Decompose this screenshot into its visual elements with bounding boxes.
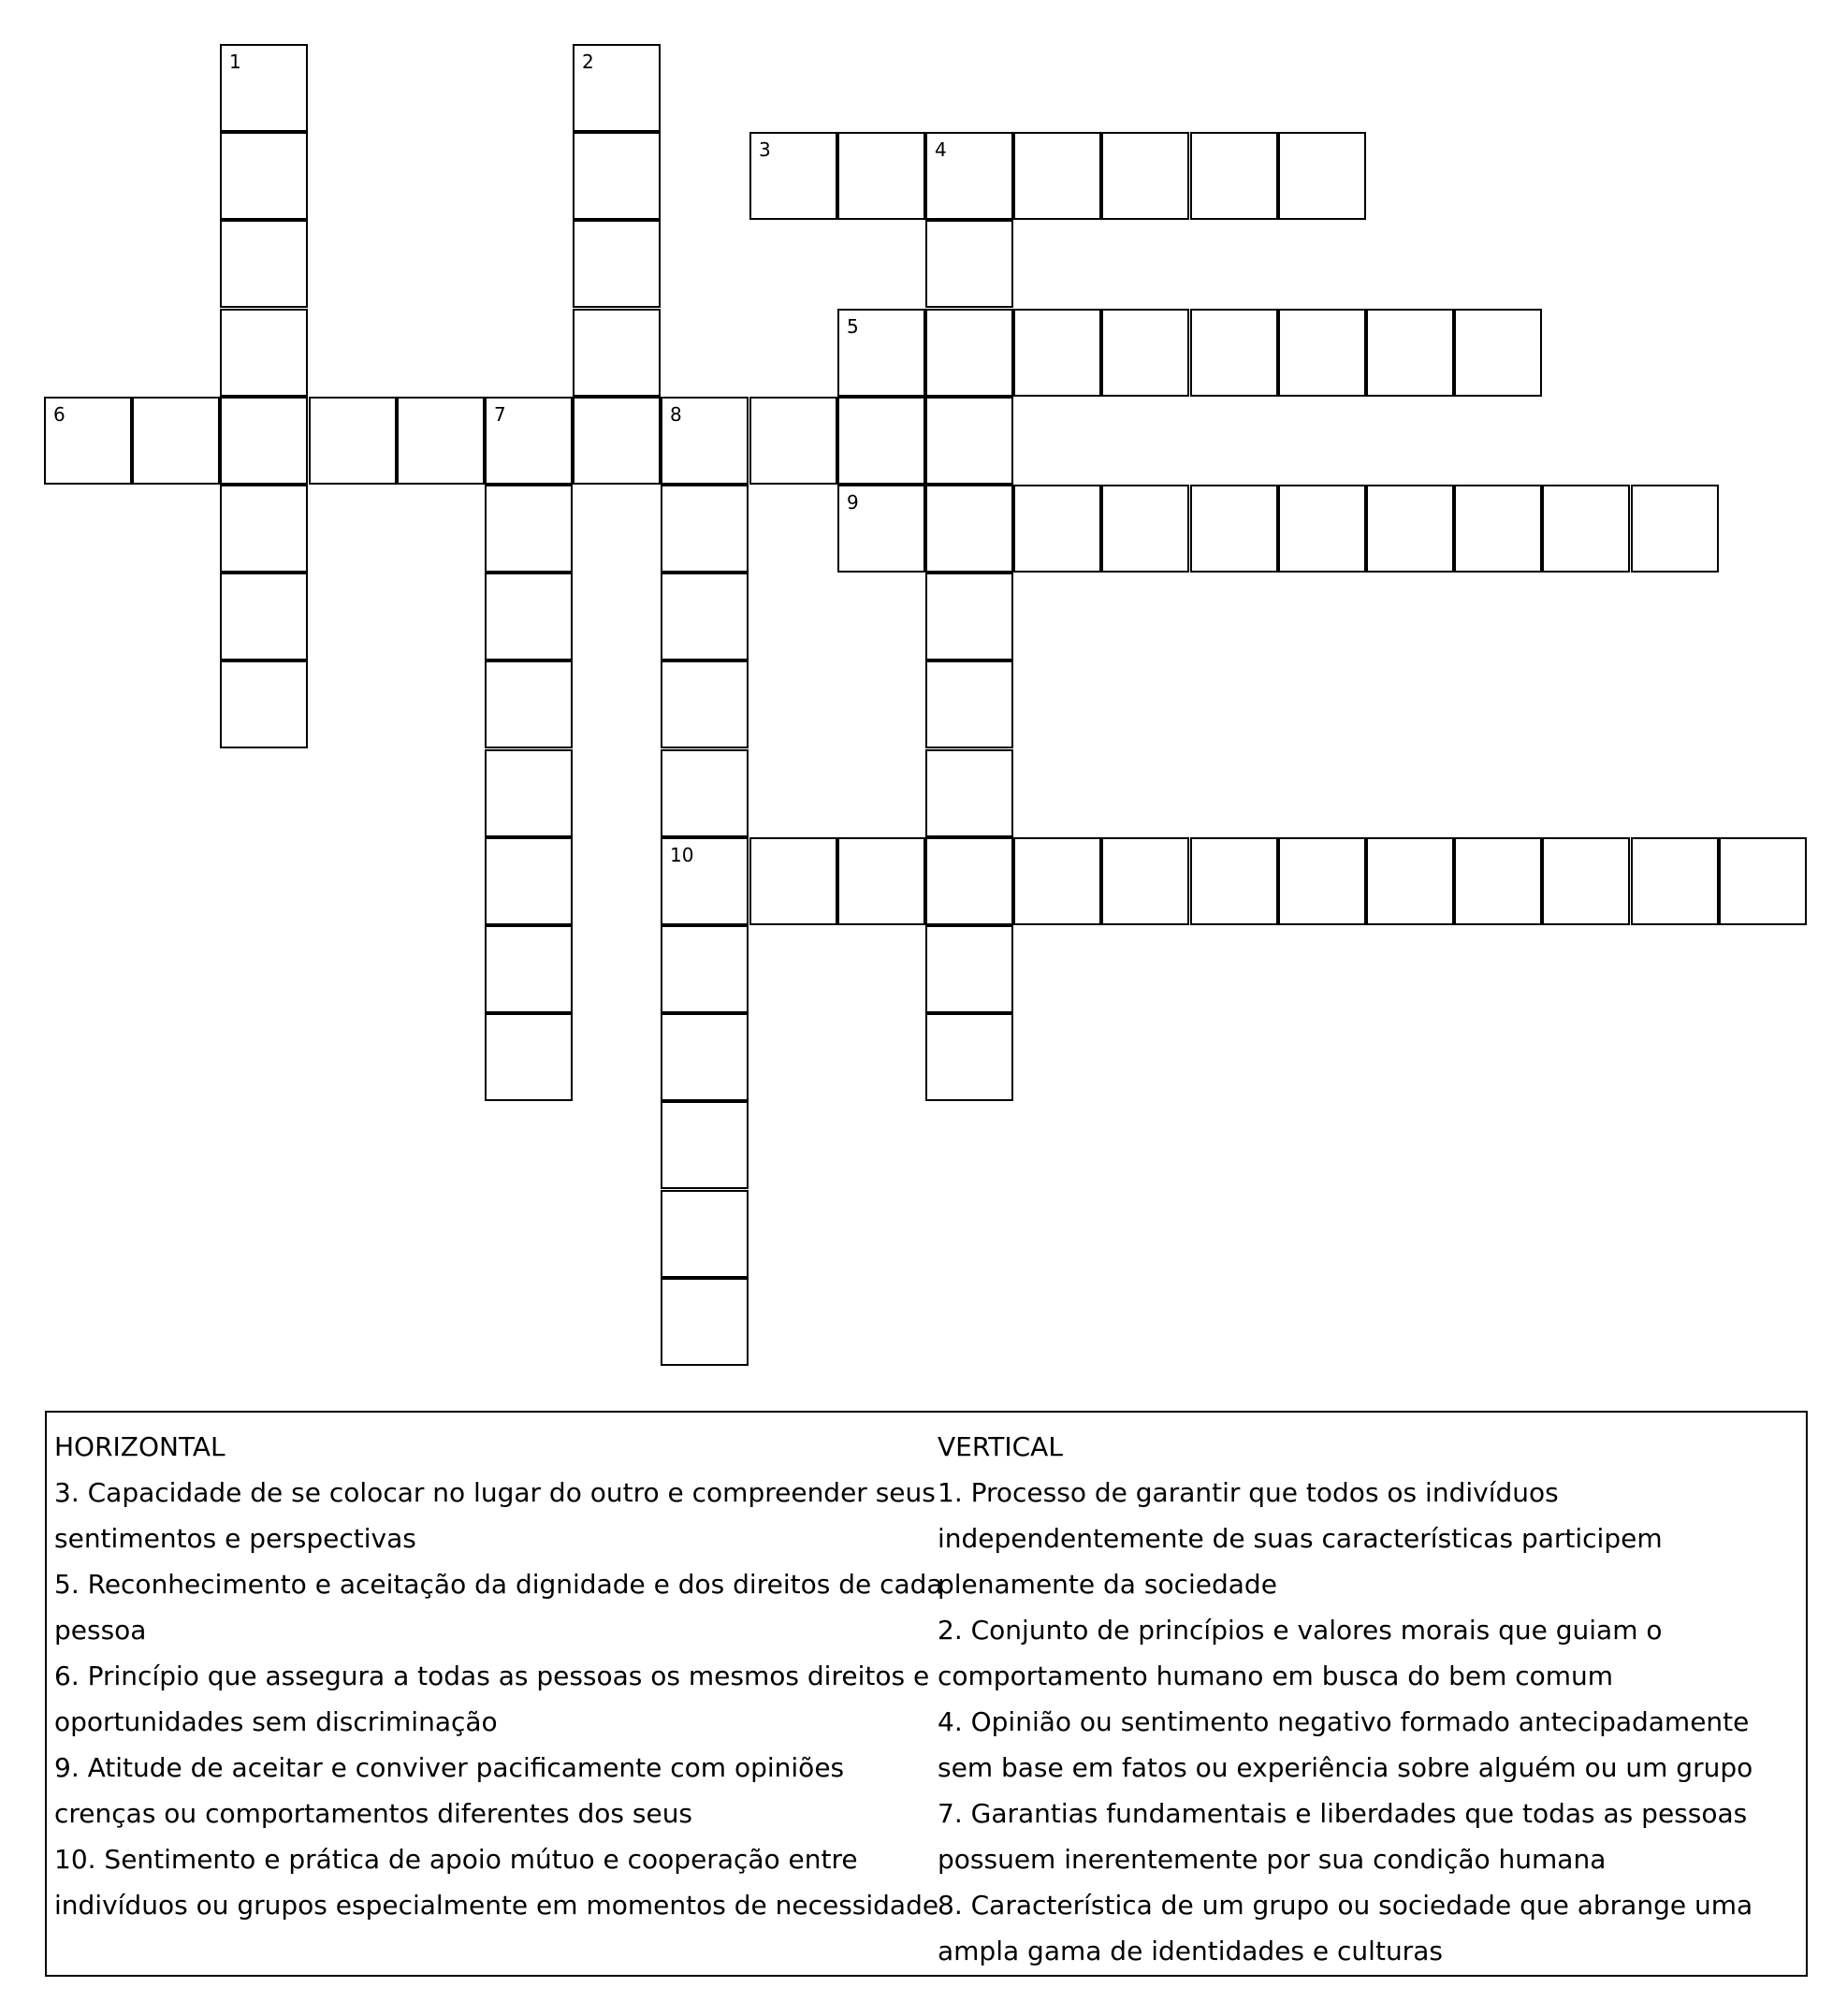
clue-across-10: 10. Sentimento e prática de apoio mútuo e cooperação entre indivíduos ou grupos especialmente em momentos de necessidade (54, 1844, 939, 1921)
clue-number: 1 (229, 51, 241, 73)
grid-cell[interactable] (925, 1013, 1013, 1101)
clue-number: 7 (494, 403, 506, 426)
grid-cell[interactable] (925, 397, 1013, 485)
grid-cell[interactable] (1013, 309, 1101, 397)
grid-cell[interactable] (220, 132, 308, 220)
clue-across-5: 5. Reconhecimento e aceitação da dignidade e dos direitos de cada pessoa (54, 1569, 943, 1646)
clue-across-6: 6. Princípio que assegura a todas as pessoas os mesmos direitos e oportunidades sem discriminação (54, 1661, 930, 1737)
clue-down-2: 2. Conjunto de princípios e valores morais que guiam o comportamento humano em busca do bem comum (938, 1615, 1663, 1691)
grid-cell[interactable] (1013, 837, 1101, 925)
grid-cell[interactable] (1013, 132, 1101, 220)
clue-down-4: 4. Opinião ou sentimento negativo formado antecipadamente sem base em fatos ou experiência sobre alguém ou um grupo (938, 1706, 1753, 1783)
grid-cell[interactable] (925, 837, 1013, 925)
grid-cell[interactable] (661, 485, 749, 573)
grid-cell[interactable] (1366, 837, 1454, 925)
grid-cell[interactable] (661, 837, 749, 925)
grid-cell[interactable] (925, 660, 1013, 748)
grid-cell[interactable] (1101, 837, 1189, 925)
grid-cell[interactable] (749, 397, 837, 485)
grid-cell[interactable] (44, 397, 132, 485)
grid-cell[interactable] (132, 397, 220, 485)
grid-cell[interactable] (220, 485, 308, 573)
grid-cell[interactable] (925, 925, 1013, 1013)
grid-cell[interactable] (749, 132, 837, 220)
clue-down-1: 1. Processo de garantir que todos os indivíduos independentemente de suas características participem plenamente da sociedade (938, 1477, 1663, 1600)
grid-cell[interactable] (925, 220, 1013, 308)
grid-cell[interactable] (485, 573, 573, 660)
vertical-clues (938, 1424, 1808, 1974)
grid-cell[interactable] (1278, 132, 1366, 220)
grid-cell[interactable] (749, 837, 837, 925)
grid-cell[interactable] (661, 1278, 749, 1366)
grid-cell[interactable] (1454, 485, 1542, 573)
clue-number: 6 (53, 403, 65, 426)
grid-cell[interactable] (837, 309, 925, 397)
grid-cell[interactable] (925, 749, 1013, 837)
grid-cell[interactable] (485, 485, 573, 573)
grid-cell[interactable] (573, 309, 661, 397)
clue-across-9: 9. Atitude de aceitar e conviver pacificamente com opiniões crenças ou comportamentos diferentes dos seus (54, 1752, 845, 1829)
grid-cell[interactable] (220, 660, 308, 748)
grid-cell[interactable] (220, 309, 308, 397)
grid-cell[interactable] (661, 397, 749, 485)
grid-cell[interactable] (573, 397, 661, 485)
grid-cell[interactable] (1278, 485, 1366, 573)
grid-cell[interactable] (1013, 485, 1101, 573)
grid-cell[interactable] (309, 397, 397, 485)
grid-cell[interactable] (1366, 309, 1454, 397)
grid-cell[interactable] (485, 660, 573, 748)
grid-cell[interactable] (397, 397, 485, 485)
grid-cell[interactable] (1631, 837, 1719, 925)
clue-number: 2 (582, 51, 594, 73)
clue-number: 5 (847, 315, 859, 338)
grid-cell[interactable] (220, 44, 308, 132)
grid-cell[interactable] (220, 220, 308, 308)
grid-cell[interactable] (1454, 309, 1542, 397)
grid-cell[interactable] (485, 397, 573, 485)
grid-cell[interactable] (1278, 837, 1366, 925)
grid-cell[interactable] (485, 1013, 573, 1101)
horizontal-heading: HORIZONTAL (54, 1431, 225, 1462)
grid-cell[interactable] (1366, 485, 1454, 573)
clue-number: 3 (759, 138, 771, 161)
clue-number: 8 (670, 403, 682, 426)
grid-cell[interactable] (925, 573, 1013, 660)
grid-cell[interactable] (1190, 132, 1278, 220)
grid-cell[interactable] (220, 573, 308, 660)
grid-cell[interactable] (1101, 485, 1189, 573)
grid-cell[interactable] (661, 660, 749, 748)
grid-cell[interactable] (1190, 485, 1278, 573)
grid-cell[interactable] (1190, 837, 1278, 925)
grid-cell[interactable] (1190, 309, 1278, 397)
clue-across-3: 3. Capacidade de se colocar no lugar do outro e compreender seus sentimentos e perspectivas (54, 1477, 936, 1554)
clue-number: 4 (935, 138, 947, 161)
horizontal-clues (54, 1424, 943, 1928)
grid-cell[interactable] (220, 397, 308, 485)
grid-cell[interactable] (925, 132, 1013, 220)
grid-cell[interactable] (661, 1190, 749, 1278)
grid-cell[interactable] (661, 1013, 749, 1101)
grid-cell[interactable] (1454, 837, 1542, 925)
grid-cell[interactable] (925, 485, 1013, 573)
grid-cell[interactable] (573, 220, 661, 308)
grid-cell[interactable] (485, 837, 573, 925)
grid-cell[interactable] (1542, 485, 1630, 573)
vertical-heading: VERTICAL (938, 1431, 1063, 1462)
clues-box (45, 1411, 1808, 1977)
grid-cell[interactable] (573, 44, 661, 132)
clue-number: 9 (847, 491, 859, 514)
grid-cell[interactable] (1278, 309, 1366, 397)
grid-cell[interactable] (661, 1101, 749, 1189)
grid-cell[interactable] (661, 749, 749, 837)
grid-cell[interactable] (1101, 309, 1189, 397)
grid-cell[interactable] (485, 749, 573, 837)
grid-cell[interactable] (661, 925, 749, 1013)
grid-cell[interactable] (573, 132, 661, 220)
grid-cell[interactable] (1101, 132, 1189, 220)
grid-cell[interactable] (925, 309, 1013, 397)
grid-cell[interactable] (837, 485, 925, 573)
grid-cell[interactable] (1542, 837, 1630, 925)
grid-cell[interactable] (837, 837, 925, 925)
grid-cell[interactable] (1631, 485, 1719, 573)
clue-down-8: 8. Característica de um grupo ou sociedade que abrange uma ampla gama de identidades e culturas (938, 1890, 1753, 1966)
grid-cell[interactable] (485, 925, 573, 1013)
grid-cell[interactable] (837, 397, 925, 485)
clue-down-7: 7. Garantias fundamentais e liberdades que todas as pessoas possuem inerentemente por sua condição humana (938, 1798, 1748, 1875)
grid-cell[interactable] (837, 132, 925, 220)
grid-cell[interactable] (661, 573, 749, 660)
clue-number: 10 (670, 844, 694, 866)
grid-cell[interactable] (1719, 837, 1807, 925)
